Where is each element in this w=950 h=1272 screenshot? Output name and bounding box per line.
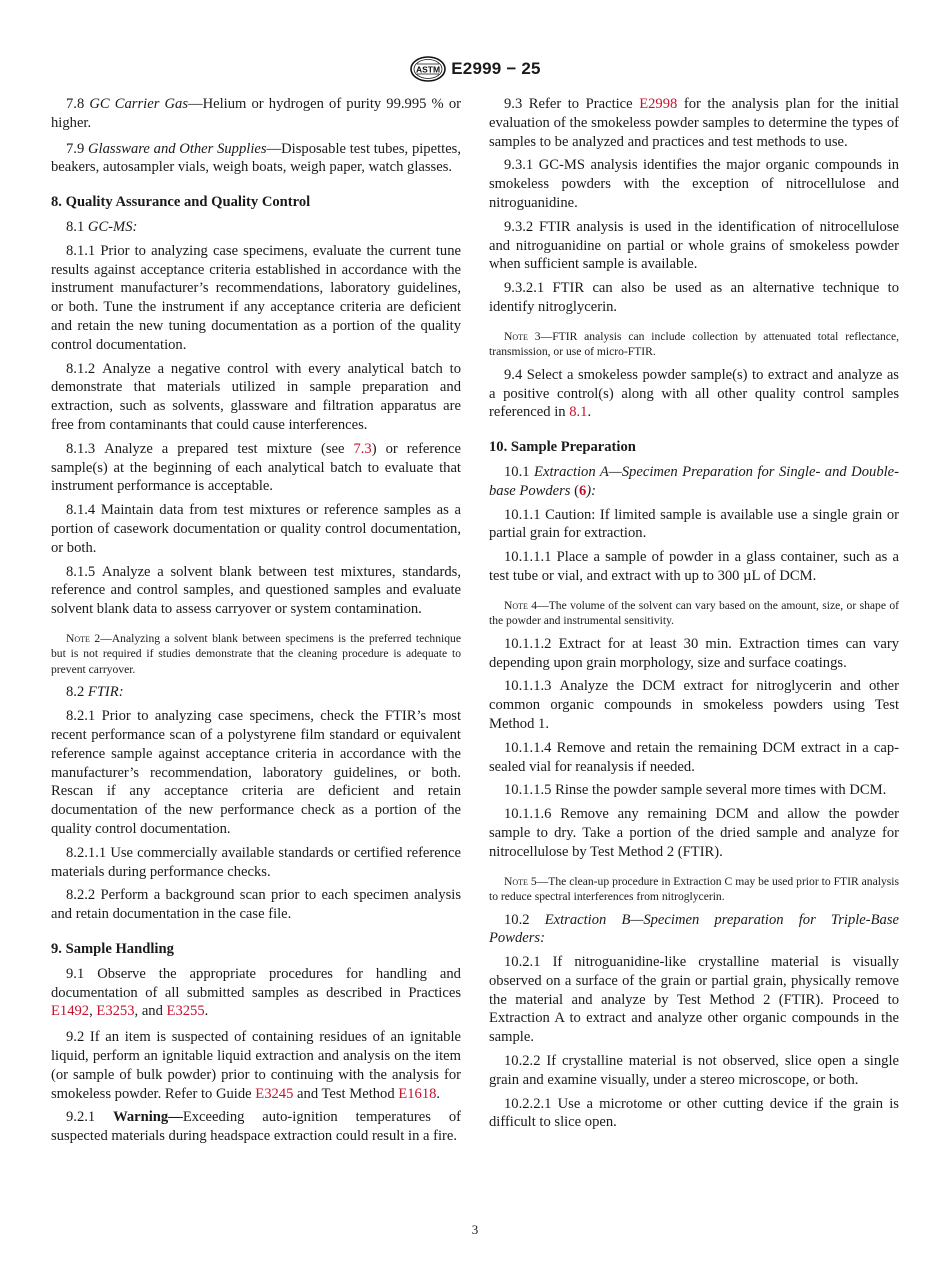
paragraph-10-1-1-1: 10.1.1.1 Place a sample of powder in a glass container, such as a test tube or vial, and extract with up to 300 µL of DCM. — [489, 549, 900, 584]
section-10-heading: 10. Sample Preparation — [489, 439, 636, 456]
paragraph-8-2-1-1: 8.2.1.1 Use commercially available standards or certified reference materials during performance checks. — [51, 844, 462, 880]
paragraph-7-9: 7.9 Glassware and Other Supplies—Disposable test tubes, pipettes, beakers, autosampler vials, weigh boats, weigh paper, watch glasses. — [51, 140, 461, 176]
note-2: Note 2—Analyzing a solvent blank between specimens is the preferred technique but is not required if studies demonstrate that the cleaning procedure is adequate to prevent carryover. — [51, 631, 461, 676]
paragraph-8-1-4: 8.1.4 Maintain data from test mixtures or reference samples as a portion of casework documentation or quality control documentation, or both. — [51, 502, 461, 556]
paragraph-8-2-1: 8.2.1 Prior to analyzing case specimens, check the FTIR’s most recent performance scan of a polystyrene film standard or equivalent reference sample against acceptance criteria in accordance with the manufacturer’s recommendation, laboratory guidelines, or both. Rescan if any acceptance criteria are deficient and retain documentation of the new performance check as a portion of the quality control documentation. — [51, 708, 461, 837]
svg-text:ASTM: ASTM — [416, 64, 441, 75]
paragraph-8-2-2: 8.2.2 Perform a background scan prior to each specimen analysis and retain documentation in the case file. — [51, 887, 462, 923]
paragraph-8-1-1: 8.1.1 Prior to analyzing case specimens, evaluate the current tune results against acceptance criteria established in accordance with the instrument manufacturer’s recommendations, laboratory guidelines, or both. Tune the instrument if any acceptance criteria are deficient and retain the new tuning documentation as a portion of the quality control documentation. — [51, 242, 461, 353]
note-3: Note 3—FTIR analysis can include collection by attenuated total reflectance, transmission, or use of micro-FTIR. — [489, 329, 899, 359]
paragraph-10-2-2: 10.2.2 If crystalline material is not observed, slice open a single grain and examine visually, under a stereo microscope, or both. — [489, 1053, 899, 1088]
link-ref-6[interactable]: 6 — [579, 482, 587, 499]
paragraph-10-2-1: 10.2.1 If nitroguanidine-like crystalline material is visually observed on a surface of the grain or partial grain, physically remove the material and analyze by Test Method 2 (FTIR). Proceed to Extraction A to extract and analyze other organic compounds in the sample. — [489, 954, 899, 1046]
paragraph-10-1-1-2: 10.1.1.2 Extract for at least 30 min. Extraction times can vary depending upon grain morphology, size and surface coatings. — [489, 635, 899, 671]
paragraph-10-1-1-6: 10.1.1.6 Remove any remaining DCM and allow the powder sample to dry. Take a portion of the dried sample and analyze for nitrocellulose by Test Method 2 (FTIR). — [489, 806, 899, 860]
paragraph-7-8: 7.8 GC Carrier Gas—Helium or hydrogen of purity 99.995 % or higher. — [51, 96, 461, 131]
paragraph-10-2: 10.2 Extraction B—Specimen preparation for Triple-Base Powders: — [489, 911, 899, 947]
paragraph-8-1-2: 8.1.2 Analyze a negative control with every analytical batch to demonstrate that materials utilized in sample preparation and extraction, such as solvents, glassware and filtration apparatus are free from contaminants that could cause interferences. — [51, 360, 461, 433]
page-number: 3 — [471, 1222, 479, 1237]
paragraph-10-2-2-1: 10.2.2.1 Use a microtome or other cutting device if the grain is difficult to slice open. — [489, 1095, 899, 1131]
paragraph-9-4: 9.4 Select a smokeless powder sample(s) to extract and analyze as a positive control(s) along with all other quality control samples referenced in 8.1. — [489, 366, 899, 421]
astm-logo-icon — [409, 54, 447, 84]
left-column — [51, 95, 461, 1151]
section-8-heading: 8. Quality Assurance and Quality Control — [51, 194, 311, 211]
section-9-heading: 9. Sample Handling — [51, 940, 174, 957]
paragraph-10-1-1: 10.1.1 Caution: If limited sample is available use a single grain or partial grain for extraction. — [489, 506, 899, 542]
link-e3255[interactable]: E3255 — [166, 1003, 205, 1020]
document-designation: E2999 − 25 — [451, 59, 541, 78]
paragraph-9-3-1: 9.3.1 GC-MS analysis identifies the major organic compounds in smokeless powders with the exception of nitrocellulose and nitroguanidine. — [489, 157, 899, 211]
link-e1618[interactable]: E1618 — [398, 1085, 437, 1102]
note-4: Note 4—The volume of the solvent can vary based on the amount, size, or shape of the powder and instrumental sensitivity. — [489, 598, 899, 628]
paragraph-10-1-1-4: 10.1.1.4 Remove and retain the remaining DCM extract in a cap-sealed vial for reanalysis if needed. — [489, 739, 899, 775]
paragraph-9-3-2-1: 9.3.2.1 FTIR can also be used as an alternative technique to identify nitroglycerin. — [489, 280, 899, 315]
note-5: Note 5—The clean-up procedure in Extraction C may be used prior to FTIR analysis to reduce spectral interferences from nitroglycerin. — [489, 874, 899, 903]
paragraph-10-1-1-3: 10.1.1.3 Analyze the DCM extract for nitroglycerin and other common organic compounds in smokeless powders using Test Method 1. — [489, 678, 899, 732]
link-7-3[interactable]: 7.3 — [353, 440, 372, 457]
link-e1492[interactable]: E1492 — [51, 1003, 90, 1020]
paragraph-9-3-2: 9.3.2 FTIR analysis is used in the identification of nitrocellulose and nitroguanidine on partial or whole grains of smokeless powder when sufficient sample is available. — [489, 218, 899, 273]
paragraph-8-1-3: 8.1.3 Analyze a prepared test mixture (see 7.3) or reference sample(s) at the beginning of each analytical batch to evaluate that instrument performance is acceptable. — [51, 440, 461, 495]
paragraph-9-2: 9.2 If an item is suspected of containing residues of an ignitable liquid, perform an ignitable liquid extraction and analysis on the item (or sample of bulk powder) prior to continuing with the analysis for smokeless powder. Refer to Guide E3245 and Test Method E1618. — [51, 1029, 461, 1102]
paragraph-9-3: 9.3 Refer to Practice E2998 for the analysis plan for the initial evaluation of the smokeless powder samples to determine the types of samples to be analyzed and practices and test methods to use. — [489, 96, 899, 150]
paragraph-8-1-5: 8.1.5 Analyze a solvent blank between test mixtures, standards, reference and control samples, and questioned samples and evaluate solvent blank data to assess carryover or system contamination. — [51, 563, 461, 618]
right-column — [489, 95, 899, 1137]
page-header — [0, 52, 950, 86]
link-e2998[interactable]: E2998 — [639, 96, 678, 112]
paragraph-10-1-1-5: 10.1.1.5 Rinse the powder sample several more times with DCM. — [504, 782, 887, 799]
paragraph-8-2: 8.2 FTIR: — [66, 684, 124, 701]
link-e3245[interactable]: E3245 — [255, 1085, 294, 1102]
paragraph-9-2-1: 9.2.1 Warning—Exceeding auto-ignition temperatures of suspected materials during headspace extraction could result in a fire. — [51, 1109, 461, 1145]
paragraph-9-1: 9.1 Observe the appropriate procedures for handling and documentation of all submitted samples as described in Practices E1492, E3253, and E3255. — [51, 965, 461, 1020]
link-8-1[interactable]: 8.1 — [569, 404, 588, 421]
paragraph-8-1: 8.1 GC-MS: — [66, 218, 138, 235]
paragraph-10-1: 10.1 Extraction A—Specimen Preparation for Single- and Double-base Powders (6): — [489, 463, 900, 499]
link-e3253[interactable]: E3253 — [96, 1003, 135, 1020]
